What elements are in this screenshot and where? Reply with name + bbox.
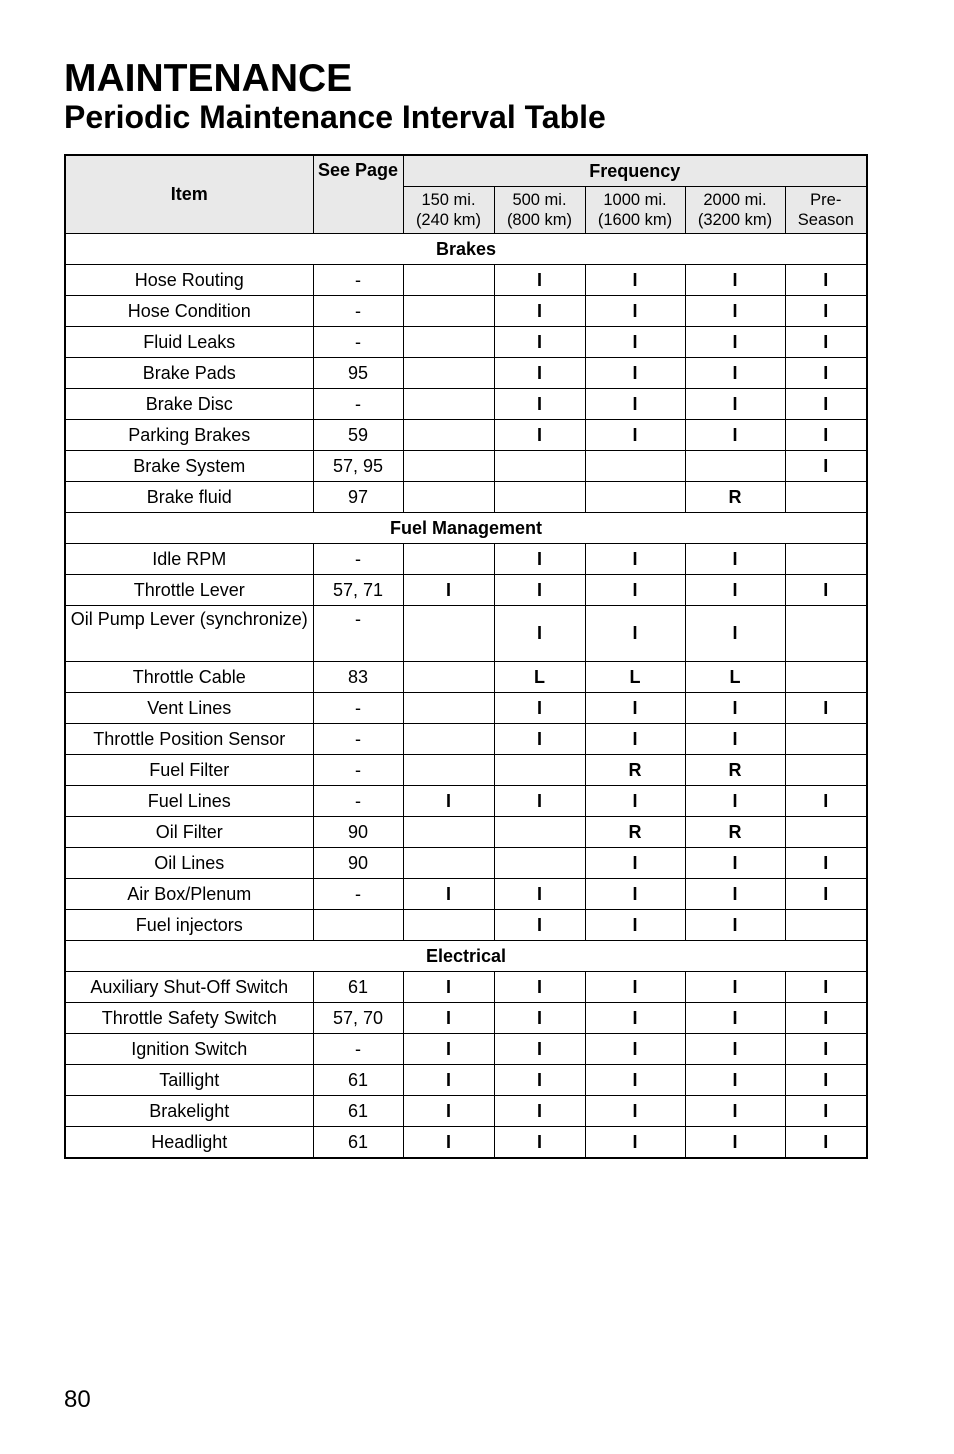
interval-mark-cell bbox=[403, 265, 494, 296]
section-row bbox=[65, 234, 867, 265]
section-title: Fuel Management bbox=[65, 513, 867, 544]
interval-mark-cell bbox=[403, 724, 494, 755]
section-title: Electrical bbox=[65, 941, 867, 972]
interval-mark-cell: I bbox=[785, 1065, 867, 1096]
interval-mark-cell: I bbox=[685, 1065, 785, 1096]
interval-mark-cell: I bbox=[585, 389, 685, 420]
interval-mark-cell bbox=[785, 724, 867, 755]
see-page-cell: - bbox=[313, 389, 403, 420]
interval-mark-cell: I bbox=[585, 1034, 685, 1065]
item-cell: Throttle Safety Switch bbox=[65, 1003, 313, 1034]
interval-mark-cell bbox=[403, 544, 494, 575]
see-page-cell: 59 bbox=[313, 420, 403, 451]
interval-mark-cell bbox=[785, 755, 867, 786]
interval-mark-cell: I bbox=[685, 358, 785, 389]
interval-mark-cell: I bbox=[585, 724, 685, 755]
interval-mark-cell: I bbox=[494, 1096, 585, 1127]
table-row bbox=[65, 544, 867, 575]
table-row bbox=[65, 451, 867, 482]
interval-mark-cell bbox=[685, 451, 785, 482]
page-number: 80 bbox=[64, 1386, 91, 1413]
table-row bbox=[65, 786, 867, 817]
item-cell: Oil Lines bbox=[65, 848, 313, 879]
interval-mark-cell: I bbox=[685, 575, 785, 606]
interval-header bbox=[494, 187, 585, 234]
interval-mark-cell: R bbox=[585, 755, 685, 786]
item-cell: Fuel injectors bbox=[65, 910, 313, 941]
interval-mark-cell bbox=[403, 451, 494, 482]
interval-mark-cell bbox=[494, 482, 585, 513]
item-cell: Auxiliary Shut-Off Switch bbox=[65, 972, 313, 1003]
item-cell: Air Box/Plenum bbox=[65, 879, 313, 910]
interval-mark-cell: I bbox=[585, 693, 685, 724]
item-cell: Fluid Leaks bbox=[65, 327, 313, 358]
item-cell: Vent Lines bbox=[65, 693, 313, 724]
interval-mark-cell: I bbox=[785, 451, 867, 482]
table-row bbox=[65, 910, 867, 941]
interval-mark-cell: I bbox=[585, 786, 685, 817]
interval-header bbox=[785, 187, 867, 234]
interval-mark-cell: I bbox=[585, 544, 685, 575]
item-cell: Throttle Lever bbox=[65, 575, 313, 606]
interval-mark-cell: I bbox=[585, 327, 685, 358]
interval-mark-cell: I bbox=[785, 1003, 867, 1034]
interval-mark-cell bbox=[785, 482, 867, 513]
interval-mark-cell: I bbox=[494, 389, 585, 420]
table-row bbox=[65, 389, 867, 420]
interval-mark-cell: I bbox=[685, 327, 785, 358]
interval-mark-cell: I bbox=[403, 1127, 494, 1159]
interval-mark-cell: I bbox=[685, 420, 785, 451]
table-row bbox=[65, 1127, 867, 1159]
interval-mark-cell: I bbox=[494, 420, 585, 451]
interval-mark-cell: I bbox=[403, 1065, 494, 1096]
interval-mark-cell bbox=[494, 755, 585, 786]
interval-mark-cell: I bbox=[494, 544, 585, 575]
interval-mark-cell: I bbox=[785, 786, 867, 817]
column-header-see-page: See Page bbox=[313, 155, 403, 234]
see-page-cell: 57, 71 bbox=[313, 575, 403, 606]
table-row bbox=[65, 327, 867, 358]
table-row bbox=[65, 420, 867, 451]
interval-header bbox=[403, 187, 494, 234]
item-cell: Throttle Cable bbox=[65, 662, 313, 693]
interval-mark-cell: I bbox=[685, 389, 785, 420]
interval-label-line1: 500 mi. bbox=[512, 191, 567, 209]
see-page-cell: 61 bbox=[313, 1127, 403, 1159]
interval-mark-cell bbox=[403, 606, 494, 662]
interval-mark-cell: I bbox=[685, 265, 785, 296]
item-cell: Idle RPM bbox=[65, 544, 313, 575]
interval-mark-cell: I bbox=[785, 972, 867, 1003]
interval-label-line1: Pre- bbox=[810, 191, 842, 209]
table-row bbox=[65, 575, 867, 606]
table-row bbox=[65, 724, 867, 755]
see-page-cell: 97 bbox=[313, 482, 403, 513]
interval-mark-cell bbox=[494, 817, 585, 848]
interval-mark-cell bbox=[403, 662, 494, 693]
see-page-cell: - bbox=[313, 755, 403, 786]
interval-mark-cell: I bbox=[403, 575, 494, 606]
table-row bbox=[65, 1034, 867, 1065]
interval-label-line1: 1000 mi. bbox=[603, 191, 667, 209]
see-page-cell bbox=[313, 910, 403, 941]
item-cell: Oil Filter bbox=[65, 817, 313, 848]
interval-mark-cell: I bbox=[785, 358, 867, 389]
interval-mark-cell: I bbox=[403, 879, 494, 910]
table-row bbox=[65, 693, 867, 724]
table-row bbox=[65, 482, 867, 513]
interval-mark-cell: I bbox=[685, 1127, 785, 1159]
interval-mark-cell bbox=[785, 910, 867, 941]
interval-mark-cell bbox=[403, 296, 494, 327]
interval-mark-cell: R bbox=[685, 755, 785, 786]
interval-mark-cell: I bbox=[494, 575, 585, 606]
item-cell: Hose Routing bbox=[65, 265, 313, 296]
interval-mark-cell: I bbox=[403, 1034, 494, 1065]
interval-mark-cell: I bbox=[785, 296, 867, 327]
interval-mark-cell: I bbox=[685, 786, 785, 817]
interval-mark-cell: I bbox=[494, 879, 585, 910]
interval-mark-cell: I bbox=[785, 1096, 867, 1127]
item-cell: Hose Condition bbox=[65, 296, 313, 327]
interval-label-line1: 150 mi. bbox=[421, 191, 476, 209]
section-title: Brakes bbox=[65, 234, 867, 265]
interval-mark-cell: I bbox=[685, 296, 785, 327]
interval-mark-cell: I bbox=[585, 848, 685, 879]
table-row bbox=[65, 817, 867, 848]
interval-mark-cell: L bbox=[585, 662, 685, 693]
interval-mark-cell: R bbox=[685, 482, 785, 513]
interval-mark-cell: I bbox=[785, 1127, 867, 1159]
interval-mark-cell: I bbox=[585, 1065, 685, 1096]
interval-mark-cell: I bbox=[585, 972, 685, 1003]
page-subtitle: Periodic Maintenance Interval Table bbox=[64, 99, 606, 135]
interval-mark-cell: I bbox=[585, 879, 685, 910]
interval-mark-cell bbox=[403, 482, 494, 513]
interval-mark-cell: I bbox=[494, 327, 585, 358]
item-cell: Fuel Filter bbox=[65, 755, 313, 786]
item-cell: Brakelight bbox=[65, 1096, 313, 1127]
interval-mark-cell: I bbox=[585, 910, 685, 941]
interval-mark-cell bbox=[785, 544, 867, 575]
interval-mark-cell bbox=[585, 451, 685, 482]
interval-mark-cell: I bbox=[494, 296, 585, 327]
interval-mark-cell bbox=[403, 848, 494, 879]
interval-mark-cell: I bbox=[494, 910, 585, 941]
interval-mark-cell: I bbox=[785, 693, 867, 724]
table-row bbox=[65, 1065, 867, 1096]
interval-label-line2: (240 km) bbox=[415, 211, 482, 229]
page-title: MAINTENANCE bbox=[64, 57, 353, 100]
interval-mark-cell: I bbox=[494, 1065, 585, 1096]
item-cell: Ignition Switch bbox=[65, 1034, 313, 1065]
interval-mark-cell bbox=[403, 389, 494, 420]
see-page-cell: 90 bbox=[313, 817, 403, 848]
item-cell: Brake System bbox=[65, 451, 313, 482]
interval-mark-cell: R bbox=[685, 817, 785, 848]
item-cell: Brake fluid bbox=[65, 482, 313, 513]
interval-mark-cell: I bbox=[785, 327, 867, 358]
see-page-cell: - bbox=[313, 265, 403, 296]
see-page-cell: 83 bbox=[313, 662, 403, 693]
see-page-cell: 95 bbox=[313, 358, 403, 389]
interval-header bbox=[685, 187, 785, 234]
interval-mark-cell: I bbox=[785, 1034, 867, 1065]
interval-mark-cell bbox=[403, 693, 494, 724]
interval-mark-cell: I bbox=[494, 693, 585, 724]
interval-mark-cell: I bbox=[585, 575, 685, 606]
see-page-cell: 61 bbox=[313, 972, 403, 1003]
see-page-cell: - bbox=[313, 693, 403, 724]
interval-mark-cell: I bbox=[403, 1003, 494, 1034]
interval-mark-cell: I bbox=[403, 972, 494, 1003]
interval-header bbox=[585, 187, 685, 234]
interval-mark-cell: I bbox=[494, 1034, 585, 1065]
interval-mark-cell bbox=[403, 910, 494, 941]
see-page-cell: 57, 70 bbox=[313, 1003, 403, 1034]
interval-mark-cell: I bbox=[494, 606, 585, 662]
interval-mark-cell: I bbox=[494, 1003, 585, 1034]
interval-mark-cell: I bbox=[494, 1127, 585, 1159]
interval-label-line2: (1600 km) bbox=[597, 211, 673, 229]
table-row bbox=[65, 1003, 867, 1034]
see-page-cell: - bbox=[313, 296, 403, 327]
interval-mark-cell: I bbox=[685, 1003, 785, 1034]
interval-mark-cell: I bbox=[494, 724, 585, 755]
table-row bbox=[65, 755, 867, 786]
see-page-cell: - bbox=[313, 327, 403, 358]
interval-label-line2: (3200 km) bbox=[697, 211, 773, 229]
interval-mark-cell bbox=[403, 358, 494, 389]
interval-mark-cell bbox=[403, 327, 494, 358]
table-row bbox=[65, 848, 867, 879]
interval-mark-cell: I bbox=[585, 606, 685, 662]
interval-mark-cell: I bbox=[585, 1003, 685, 1034]
item-cell: Brake Disc bbox=[65, 389, 313, 420]
interval-mark-cell bbox=[494, 451, 585, 482]
interval-label-line2: Season bbox=[797, 211, 854, 229]
table-header bbox=[65, 155, 867, 234]
item-cell: Fuel Lines bbox=[65, 786, 313, 817]
table-row bbox=[65, 606, 867, 662]
see-page-cell: - bbox=[313, 606, 403, 662]
item-cell: Brake Pads bbox=[65, 358, 313, 389]
interval-mark-cell: I bbox=[494, 358, 585, 389]
item-cell: Throttle Position Sensor bbox=[65, 724, 313, 755]
interval-mark-cell: I bbox=[685, 848, 785, 879]
interval-mark-cell: I bbox=[494, 265, 585, 296]
section-row bbox=[65, 941, 867, 972]
interval-mark-cell: I bbox=[585, 358, 685, 389]
interval-mark-cell bbox=[494, 848, 585, 879]
item-cell: Headlight bbox=[65, 1127, 313, 1159]
see-page-cell: 90 bbox=[313, 848, 403, 879]
interval-mark-cell: I bbox=[685, 910, 785, 941]
interval-mark-cell: I bbox=[685, 1034, 785, 1065]
interval-mark-cell bbox=[785, 662, 867, 693]
interval-mark-cell: I bbox=[585, 1127, 685, 1159]
interval-label-line1: 2000 mi. bbox=[703, 191, 767, 209]
table-row bbox=[65, 296, 867, 327]
see-page-cell: 57, 95 bbox=[313, 451, 403, 482]
table-row bbox=[65, 972, 867, 1003]
maintenance-interval-table bbox=[64, 154, 868, 1159]
section-row bbox=[65, 513, 867, 544]
interval-mark-cell: I bbox=[585, 265, 685, 296]
see-page-cell: - bbox=[313, 1034, 403, 1065]
interval-mark-cell bbox=[403, 817, 494, 848]
interval-mark-cell: L bbox=[685, 662, 785, 693]
table-row bbox=[65, 662, 867, 693]
item-cell: Parking Brakes bbox=[65, 420, 313, 451]
see-page-cell: 61 bbox=[313, 1065, 403, 1096]
table-row bbox=[65, 358, 867, 389]
interval-mark-cell: I bbox=[785, 575, 867, 606]
interval-label-line2: (800 km) bbox=[506, 211, 573, 229]
interval-mark-cell: I bbox=[785, 848, 867, 879]
interval-mark-cell: I bbox=[494, 786, 585, 817]
interval-mark-cell: I bbox=[685, 544, 785, 575]
interval-mark-cell: I bbox=[685, 879, 785, 910]
item-cell: Oil Pump Lever (synchronize) bbox=[65, 606, 313, 662]
see-page-cell: 61 bbox=[313, 1096, 403, 1127]
see-page-cell: - bbox=[313, 786, 403, 817]
interval-mark-cell bbox=[403, 755, 494, 786]
table-row bbox=[65, 879, 867, 910]
see-page-cell: - bbox=[313, 879, 403, 910]
interval-mark-cell: I bbox=[785, 879, 867, 910]
interval-mark-cell: I bbox=[494, 972, 585, 1003]
interval-mark-cell: I bbox=[685, 693, 785, 724]
interval-mark-cell: I bbox=[585, 420, 685, 451]
column-header-frequency: Frequency bbox=[403, 155, 867, 187]
interval-mark-cell: I bbox=[685, 972, 785, 1003]
interval-mark-cell bbox=[403, 420, 494, 451]
interval-mark-cell bbox=[785, 606, 867, 662]
table-row bbox=[65, 265, 867, 296]
table-body bbox=[65, 234, 867, 1159]
interval-mark-cell: I bbox=[403, 1096, 494, 1127]
see-page-cell: - bbox=[313, 544, 403, 575]
interval-mark-cell: L bbox=[494, 662, 585, 693]
interval-mark-cell: I bbox=[685, 606, 785, 662]
see-page-cell: - bbox=[313, 724, 403, 755]
interval-mark-cell: I bbox=[585, 296, 685, 327]
interval-mark-cell: I bbox=[685, 724, 785, 755]
interval-mark-cell: R bbox=[585, 817, 685, 848]
item-cell: Taillight bbox=[65, 1065, 313, 1096]
column-header-item: Item bbox=[65, 155, 313, 234]
interval-mark-cell: I bbox=[585, 1096, 685, 1127]
table-row bbox=[65, 1096, 867, 1127]
interval-mark-cell bbox=[585, 482, 685, 513]
interval-mark-cell bbox=[785, 817, 867, 848]
interval-mark-cell: I bbox=[685, 1096, 785, 1127]
interval-mark-cell: I bbox=[403, 786, 494, 817]
interval-mark-cell: I bbox=[785, 265, 867, 296]
interval-mark-cell: I bbox=[785, 389, 867, 420]
interval-mark-cell: I bbox=[785, 420, 867, 451]
